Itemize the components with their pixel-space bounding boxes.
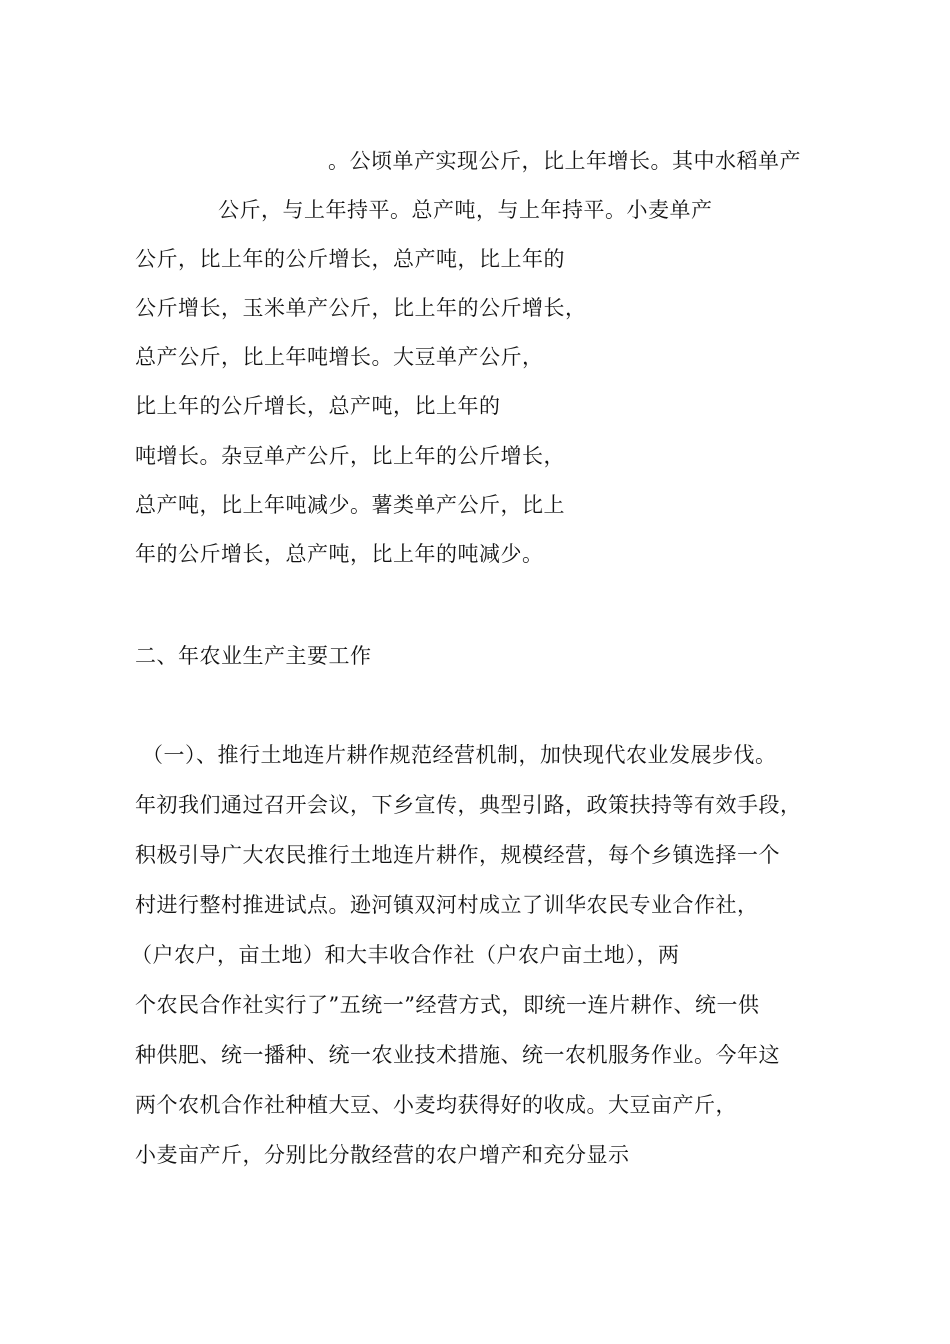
paragraph-1-line-8: 总产吨，比上年吨减少。薯类单产公斤，比上 [135, 493, 565, 517]
section-heading: 二、年农业生产主要工作 [135, 644, 372, 668]
paragraph-1-line-3: 公斤，比上年的公斤增长，总产吨，比上年的 [135, 247, 565, 271]
paragraph-2-line-5: （户农户，亩土地）和大丰收合作社（户农户亩土地），两 [131, 943, 680, 967]
paragraph-2-line-2: 年初我们通过召开会议，下乡宣传，典型引路，政策扶持等有效手段， [135, 793, 802, 817]
paragraph-2-line-1: （一）、推行土地连片耕作规范经营机制，加快现代农业发展步伐。 [142, 743, 777, 767]
paragraph-2-line-3: 积极引导广大农民推行土地连片耕作，规模经营，每个乡镇选择一个 [135, 843, 780, 867]
paragraph-1-line-2: 公斤，与上年持平。总产吨，与上年持平。小麦单产 [218, 198, 713, 222]
paragraph-1-line-6: 比上年的公斤增长，总产吨，比上年的 [135, 394, 501, 418]
paragraph-2-line-6: 个农民合作社实行了”五统一”经营方式，即统一连片耕作、统一供 [135, 993, 760, 1017]
paragraph-1-line-5: 总产公斤，比上年吨增长。大豆单产公斤， [135, 345, 544, 369]
paragraph-1-line-1: 。公顷单产实现公斤，比上年增长。其中水稻单产 [328, 149, 801, 173]
paragraph-2-line-8: 两个农机合作社种植大豆、小麦均获得好的收成。大豆亩产斤， [135, 1093, 737, 1117]
paragraph-2-line-9: 小麦亩产斤，分别比分散经营的农户增产和充分显示 [135, 1143, 630, 1167]
paragraph-2-line-7: 种供肥、统一播种、统一农业技术措施、统一农机服务作业。今年这 [135, 1043, 780, 1067]
paragraph-1-line-9: 年的公斤增长，总产吨，比上年的吨减少。 [135, 542, 544, 566]
paragraph-1-line-4: 公斤增长，玉米单产公斤，比上年的公斤增长， [135, 296, 587, 320]
paragraph-1-line-7: 吨增长。杂豆单产公斤，比上年的公斤增长， [135, 444, 565, 468]
paragraph-2-line-4: 村进行整村推进试点。逊河镇双河村成立了训华农民专业合作社， [135, 893, 759, 917]
